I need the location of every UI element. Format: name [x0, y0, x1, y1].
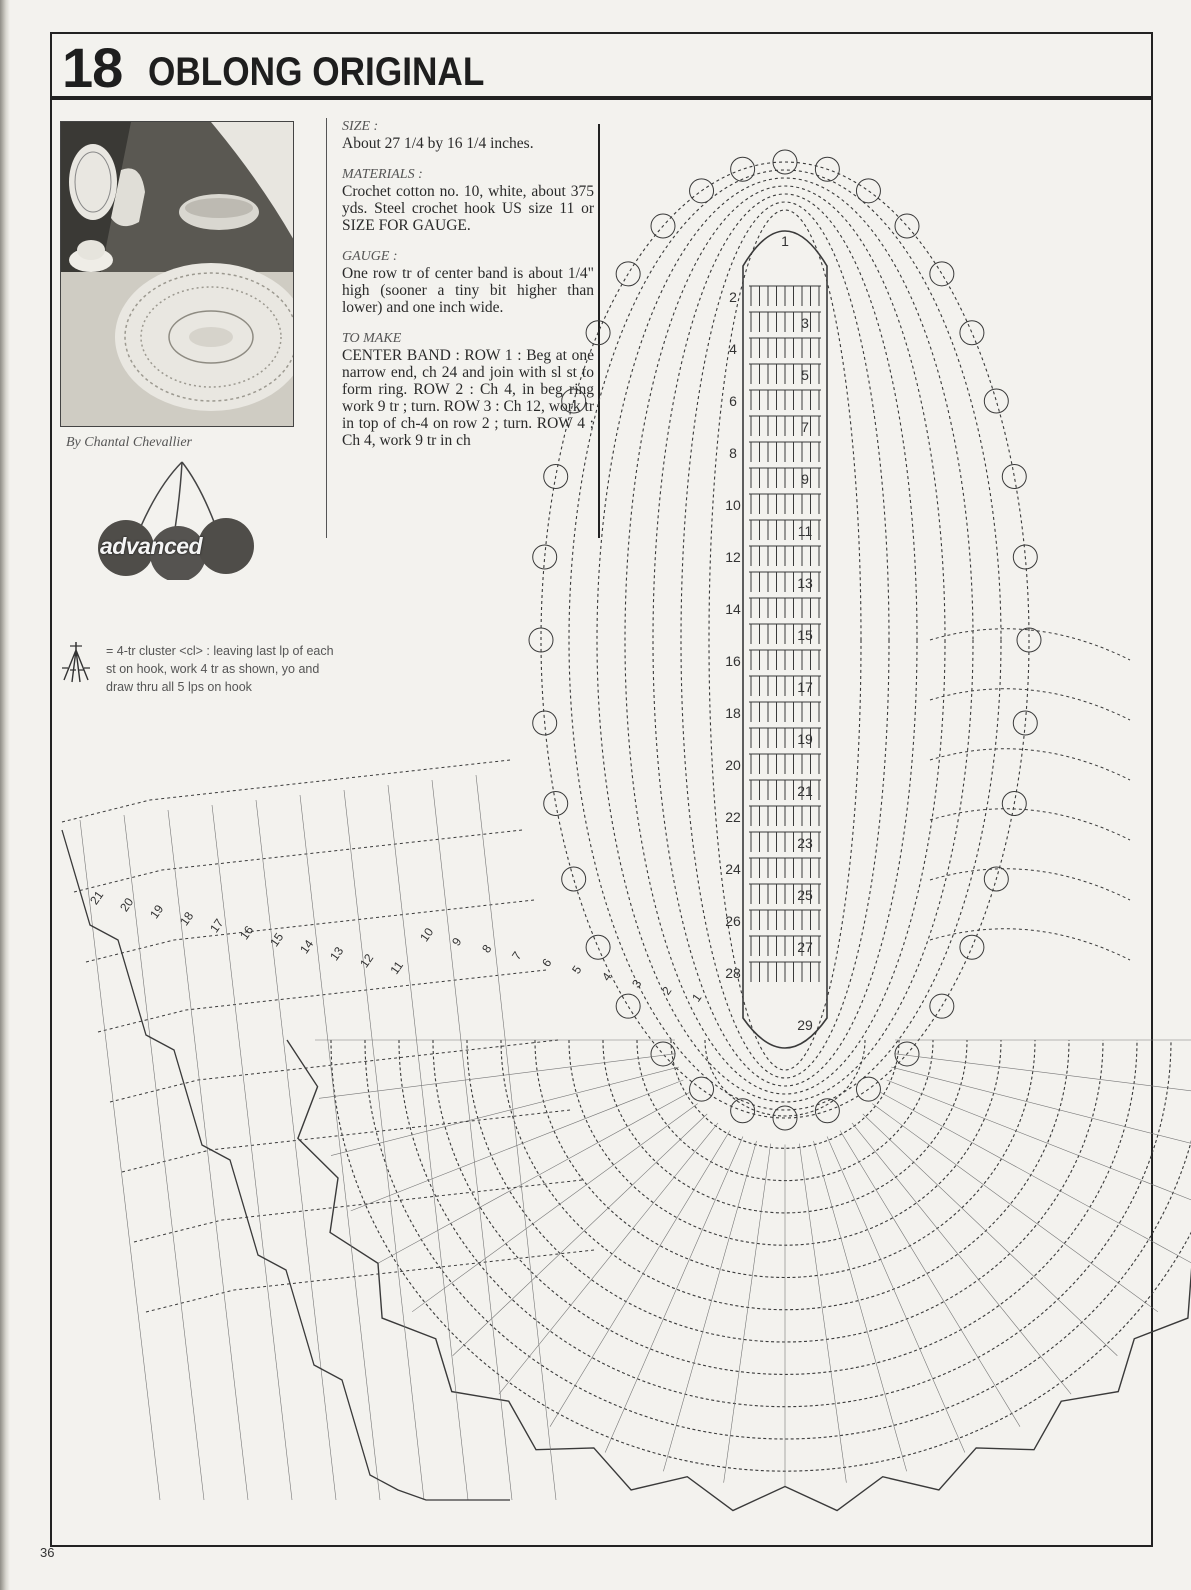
fan-spoke — [827, 1137, 965, 1453]
band-tr-row — [749, 494, 821, 514]
border-row-label: 6 — [539, 955, 555, 970]
band-tr-row — [749, 858, 821, 878]
border-row-label: 5 — [569, 962, 585, 977]
fan-spoke — [331, 1067, 679, 1156]
border-row-label: 9 — [449, 934, 465, 949]
fan-spoke — [724, 1144, 771, 1483]
border-row-label: 1 — [689, 990, 705, 1005]
fan-spoke — [880, 1092, 1191, 1263]
band-row-label: 12 — [725, 549, 741, 565]
border-row-label: 17 — [207, 916, 227, 936]
band-tr-row — [749, 754, 821, 774]
band-row-label: 11 — [797, 523, 813, 539]
border-row-label: 16 — [237, 923, 257, 943]
border-row-label: 18 — [177, 909, 197, 929]
band-row-label: 17 — [797, 679, 813, 695]
band-row-label: 16 — [725, 653, 741, 669]
size-heading: SIZE : — [342, 119, 379, 134]
designer-credit: By Chantal Chevallier — [66, 435, 192, 450]
band-row-label: 22 — [725, 809, 741, 825]
band-row-label: 6 — [729, 393, 737, 409]
fan-spoke — [872, 1104, 1158, 1312]
diagram-stitch-art — [62, 150, 1191, 1511]
band-row-label: 10 — [725, 497, 741, 513]
pattern-number: 18 — [62, 36, 123, 99]
fan-spoke — [453, 1114, 708, 1356]
band-row-label: 13 — [797, 575, 813, 591]
legend-text: = 4-tr cluster <cl> : leaving last lp of each st on hook, work 4 tr as shown, yo and draw thru all 5 lps on hook — [106, 644, 334, 694]
border-row-label: 13 — [327, 944, 347, 964]
center-band-row-labels — [725, 233, 813, 1033]
band-tr-row — [749, 650, 821, 670]
scallop-loop — [690, 1077, 714, 1101]
band-row-label: 5 — [801, 367, 809, 383]
page-number: 36 — [40, 1545, 55, 1560]
band-row-label: 2 — [729, 289, 737, 305]
size-text: About 27 1/4 by 16 1/4 inches. — [342, 135, 534, 152]
scallop-loop — [616, 994, 640, 1018]
right-wing-ring — [930, 869, 1130, 900]
fan-spoke — [550, 1130, 730, 1426]
band-row-label: 25 — [797, 887, 813, 903]
band-row-label: 20 — [725, 757, 741, 773]
band-tr-row — [749, 338, 821, 358]
band-tr-row — [749, 364, 821, 384]
band-row-label: 8 — [729, 445, 737, 461]
border-row-label: 4 — [599, 969, 615, 984]
fan-spoke — [378, 1092, 690, 1263]
fan-spoke — [605, 1137, 743, 1453]
fan-spoke — [499, 1123, 718, 1394]
gauge-heading: GAUGE : — [342, 249, 398, 264]
right-wing-ring — [930, 809, 1130, 840]
scallop-loop — [930, 262, 954, 286]
band-row-label: 27 — [797, 939, 813, 955]
band-tr-row — [749, 468, 821, 488]
scallop-loop — [984, 389, 1008, 413]
fan-spoke — [799, 1144, 846, 1483]
materials-heading: MATERIALS : — [342, 167, 423, 182]
border-row-label: 19 — [147, 902, 167, 922]
fan-edge — [287, 1040, 1191, 1511]
band-tr-row — [749, 286, 821, 306]
border-row-label: 21 — [87, 888, 107, 908]
border-row-label: 3 — [629, 976, 645, 991]
fan-spoke — [852, 1123, 1071, 1394]
fan-spoke — [663, 1141, 756, 1471]
band-row-label: 7 — [801, 419, 809, 435]
band-tr-row — [749, 962, 821, 982]
materials-text: Crochet cotton no. 10, white, about 375 yds. Steel crochet hook US size 11 or SIZE FOR GAUGE. — [342, 183, 594, 234]
border-row-label: 15 — [267, 930, 287, 950]
band-tr-row — [749, 806, 821, 826]
fan-ring — [705, 1040, 865, 1116]
band-tr-row — [749, 442, 821, 462]
band-row-label: 19 — [797, 731, 813, 747]
border-row-label: 10 — [417, 925, 437, 945]
to-make-heading: TO MAKE — [342, 331, 402, 346]
scallop-loop — [533, 545, 557, 569]
band-row-label: 29 — [797, 1017, 813, 1033]
band-tr-row — [749, 910, 821, 930]
band-tr-row — [749, 702, 821, 722]
band-row-label: 26 — [725, 913, 741, 929]
band-row-label: 23 — [797, 835, 813, 851]
scallop-loop — [856, 179, 880, 203]
scallop-loop — [1002, 465, 1026, 489]
band-tr-row — [749, 546, 821, 566]
scallop-loop — [690, 179, 714, 203]
border-row-label: 2 — [659, 983, 675, 998]
fan-spoke — [813, 1141, 906, 1471]
band-row-label: 4 — [729, 341, 737, 357]
left-wing-section — [62, 760, 594, 1500]
scallop-loop — [960, 321, 984, 345]
border-row-label: 11 — [387, 958, 407, 977]
band-row-label: 3 — [801, 315, 809, 331]
border-row-label: 14 — [297, 937, 317, 957]
fan-spoke — [891, 1067, 1191, 1156]
band-row-label: 1 — [781, 233, 789, 249]
band-row-label: 24 — [725, 861, 741, 877]
band-tr-row — [749, 416, 821, 436]
border-row-label: 8 — [479, 941, 495, 956]
right-wing-ring — [930, 749, 1130, 780]
right-wing-ring — [930, 629, 1130, 660]
band-tr-row — [749, 312, 821, 332]
band-tr-row — [749, 390, 821, 410]
band-tr-row — [749, 598, 821, 618]
fan-ring — [365, 1040, 1191, 1439]
gauge-text: One row tr of center band is about 1/4" high (sooner a tiny bit higher than lower) and one inch wide. — [342, 265, 594, 316]
band-row-label: 28 — [725, 965, 741, 981]
skill-level-label: advanced — [100, 533, 203, 559]
fan-spoke — [887, 1080, 1191, 1211]
scallop-loop — [1013, 711, 1037, 735]
scallop-loop — [815, 1099, 839, 1123]
scallop-loop — [544, 791, 568, 815]
fan-spoke — [412, 1104, 698, 1312]
right-wing-ring — [930, 689, 1130, 720]
page-title: OBLONG ORIGINAL — [148, 50, 485, 94]
scallop-loop — [731, 157, 755, 181]
fan-spoke — [894, 1054, 1191, 1099]
band-row-label: 15 — [797, 627, 813, 643]
scallop-loop — [562, 867, 586, 891]
to-make-text: CENTER BAND : ROW 1 : Beg at one narrow end, ch 24 and join with sl st to form ring. ROW 2 : Ch 4, in beg ring work 9 tr ; turn. ROW 3 : Ch 12, work tr in top of ch-4 on row 2 ; turn. ROW 4 : Ch 4, work 9 tr in ch — [342, 347, 594, 449]
band-row-label: 14 — [725, 601, 741, 617]
scallop-loop — [586, 935, 610, 959]
band-row-label: 9 — [801, 471, 809, 487]
border-row-label: 20 — [117, 895, 137, 915]
fan-spoke — [863, 1114, 1118, 1356]
scallop-loop — [895, 214, 919, 238]
border-row-label: 12 — [357, 951, 377, 971]
fan-spoke — [840, 1130, 1020, 1426]
band-row-label: 18 — [725, 705, 741, 721]
border-row-label: 7 — [509, 948, 525, 963]
band-row-label: 21 — [797, 783, 813, 799]
